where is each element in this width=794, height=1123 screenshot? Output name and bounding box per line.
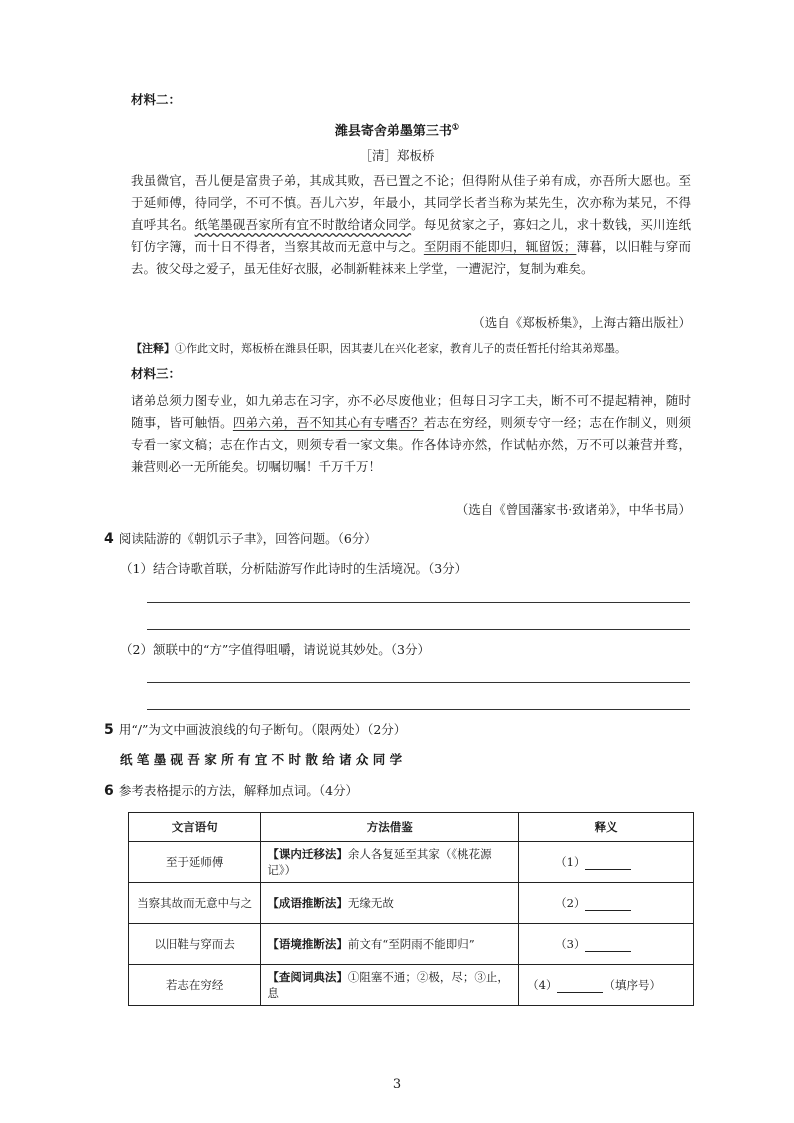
row-sentence: 若志在穷经: [129, 965, 261, 1006]
question-5: 5 用“/”为文中画波浪线的句子断句。（限两处）（2分）: [104, 722, 407, 738]
material2-note: 【注释】①作此文时，郑板桥在潍县任职，因其妻儿在兴化老家，教育儿子的责任暂托付给其弟郑墨。: [131, 342, 626, 355]
table-header-row: [129, 813, 694, 842]
answer-line[interactable]: [147, 629, 690, 630]
answer-line[interactable]: [147, 709, 690, 710]
question-4-2: （2）颔联中的“方”字值得咀嚼，请说说其妙处。（3分）: [120, 642, 430, 657]
row-sentence: 以旧鞋与穿而去: [129, 924, 261, 965]
page-number: 3: [392, 1077, 402, 1092]
underlined-sentence: 至阴雨不能即归，辄留饭；: [423, 239, 577, 254]
material3-source: （选自《曾国藩家书·致诸弟》，中华书局）: [455, 502, 691, 517]
table-row: [129, 965, 694, 1006]
table-row: [129, 924, 694, 965]
answer-blank[interactable]: [585, 857, 631, 870]
row-answer: （4） （填序号）: [519, 965, 694, 1006]
answer-blank[interactable]: [585, 898, 631, 911]
table-header: 释义: [519, 813, 694, 842]
question-6: 6 参考表格提示的方法，解释加点词。（4分）: [104, 783, 359, 799]
table-header: 方法借鉴: [261, 813, 519, 842]
answer-line[interactable]: [147, 682, 690, 683]
question-4-1: （1）结合诗歌首联，分析陆游写作此诗时的生活境况。（3分）: [120, 561, 468, 576]
question-5-sentence: 纸 笔 墨 砚 吾 家 所 有 宜 不 时 散 给 诸 众 同 学: [120, 752, 403, 767]
row-method: 【查阅词典法】①阻塞不通；②极，尽；③止，息: [261, 965, 519, 1006]
wavy-underlined-sentence: 纸笔墨砚吾家所有宜不时散给诸众同学: [194, 217, 412, 232]
material2-author: ［清］郑板桥: [359, 148, 435, 163]
row-sentence: 至于延师傅: [129, 842, 261, 883]
material2-label: 材料二：: [131, 92, 182, 107]
answer-blank[interactable]: [585, 939, 631, 952]
material3-underlined-sentence: 四弟六弟，吾不知其心有专嗜否？: [232, 415, 424, 430]
methods-table: [128, 812, 694, 1006]
question-4: 4 阅读陆游的《朝饥示子聿》，回答问题。（6分）: [104, 531, 377, 547]
row-method: 【成语推断法】无缘无故: [261, 883, 519, 924]
material2-title: 潍县寄舍弟墨第三书①: [334, 121, 460, 139]
row-sentence: 当察其故而无意中与之: [129, 883, 261, 924]
material2-source: （选自《郑板桥集》，上海古籍出版社）: [472, 315, 691, 330]
table-row: [129, 883, 694, 924]
row-answer: （1）: [519, 842, 694, 883]
row-answer: （2）: [519, 883, 694, 924]
answer-blank[interactable]: [557, 980, 603, 993]
material3-label: 材料三：: [131, 366, 182, 381]
row-method: 【语境推断法】前文有“至阴雨不能即归”: [261, 924, 519, 965]
material3-paragraph: 诸弟总须力图专业，如九弟志在习字，亦不必尽废他业；但每日习字工夫，断不可不提起精神，随时随事，皆可触悟。四弟六弟，吾不知其心有专嗜否？若志在穷经，则须专守一经；志在作制义，则须专看一家文稿；志在作古文，则须专看一家文集。作各体诗亦然，作试帖亦然，万不可以兼营并骛，兼营则必一无所能矣。切嘱切嘱！千万千万！: [131, 393, 691, 474]
table-row: [129, 842, 694, 883]
table-header: 文言语句: [129, 813, 261, 842]
answer-line[interactable]: [147, 602, 690, 603]
material2-paragraph: 我虽微官，吾儿便是富贵子弟，其成其败，吾已置之不论；但得附从佳子弟有成，亦吾所大愿也。至于延师傅，待同学，不可不慎。吾儿六岁，年最小，其同学长者当称为某先生，次亦称为某兄，不得直呼其名。纸笔墨砚吾家所有宜不时散给诸众同学。每见贫家之子，寡妇之儿，求十数钱，买川连纸钉仿字簿，而十日不得者，当察其故而无意中与之。至阴雨不能即归，辄留饭；薄暮，以旧鞋与穿而去。彼父母之爱子，虽无佳好衣服，必制新鞋袜来上学堂，一遭泥泞，复制为难矣。: [131, 173, 691, 276]
row-method: 【课内迁移法】余人各复延至其家（《桃花源记》）: [261, 842, 519, 883]
row-answer: （3）: [519, 924, 694, 965]
